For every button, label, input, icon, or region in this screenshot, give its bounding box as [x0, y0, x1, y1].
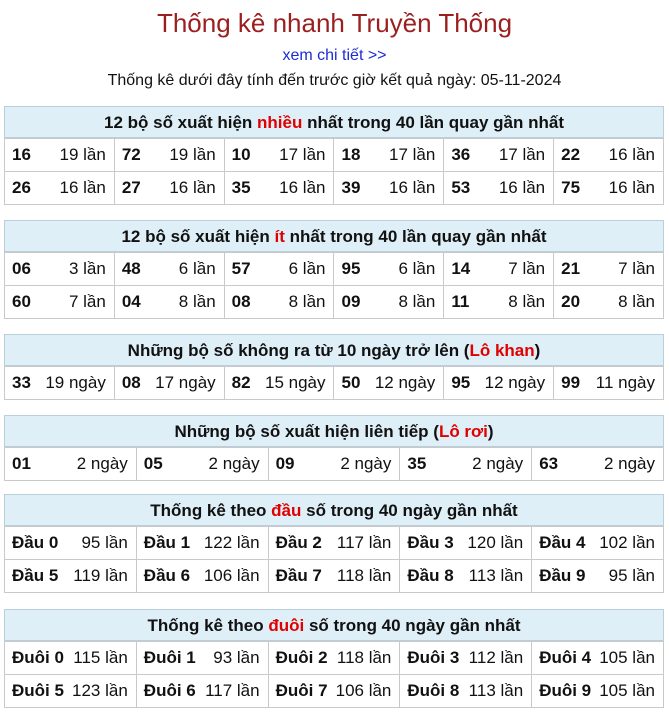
stat-key: 75: [561, 178, 581, 197]
stat-key: 18: [341, 145, 361, 164]
stat-cell: [268, 527, 400, 560]
stat-cell: [554, 286, 664, 319]
stat-key: Đầu 2: [275, 533, 322, 552]
stat-key: Đầu 5: [12, 566, 59, 585]
heading-text: số trong 40 ngày gần nhất: [301, 501, 518, 520]
stat-count: 120 lần: [467, 533, 524, 552]
stat-cell: [5, 527, 137, 560]
section-lo-khan: [4, 334, 664, 400]
stat-key: Đầu 9: [539, 566, 586, 585]
stat-count: 8 lần: [618, 292, 655, 311]
stat-count: 17 lần: [388, 145, 436, 164]
stat-key: Đuôi 2: [275, 648, 328, 667]
stat-cell: [400, 527, 532, 560]
stat-count: 2 ngày: [472, 454, 524, 473]
stat-key: Đầu 3: [407, 533, 454, 552]
stat-count: 105 lần: [599, 648, 655, 667]
details-link[interactable]: xem chi tiết >>: [282, 47, 387, 64]
stat-key: 01: [12, 454, 31, 473]
stat-count: 112 lần: [468, 648, 524, 667]
stat-count: 106 lần: [335, 681, 392, 700]
heading-highlight: đuôi: [268, 616, 305, 635]
stat-cell: [136, 560, 268, 593]
stat-key: 57: [231, 259, 251, 278]
stat-key: 09: [275, 454, 295, 473]
stat-cell: [532, 642, 664, 675]
stat-count: 2 ngày: [208, 454, 260, 473]
stat-key: 14: [451, 259, 471, 278]
stat-count: 123 lần: [72, 681, 128, 700]
stat-cell: [5, 139, 115, 172]
stats-table: [4, 447, 664, 481]
stat-cell: [5, 642, 137, 675]
stat-key: 10: [231, 145, 251, 164]
stat-count: 7 lần: [508, 259, 546, 278]
stat-cell: [334, 139, 444, 172]
stats-table: [4, 641, 664, 708]
stat-cell: [136, 675, 268, 708]
stat-count: 117 lần: [336, 533, 392, 552]
stat-key: 09: [341, 292, 361, 311]
stat-count: 16 lần: [59, 178, 106, 197]
table-row: [5, 642, 664, 675]
stat-count: 7 lần: [68, 292, 106, 311]
stat-cell: [268, 675, 400, 708]
stat-key: 95: [451, 373, 471, 392]
stats-table: [4, 138, 664, 205]
stat-key: 33: [12, 373, 31, 392]
stat-cell: [554, 139, 664, 172]
stat-cell: [400, 448, 532, 481]
stat-cell: [224, 172, 334, 205]
heading-text: nhất trong 40 lần quay gần nhất: [284, 227, 547, 246]
stat-cell: [532, 527, 664, 560]
stat-cell: [554, 172, 664, 205]
stat-count: 102 lần: [599, 533, 655, 552]
stat-key: 99: [561, 373, 581, 392]
stat-key: Đầu 6: [143, 566, 191, 585]
stat-key: 82: [231, 373, 251, 392]
stat-cell: [224, 367, 334, 400]
stat-key: Đuôi 7: [275, 681, 328, 700]
stat-key: Đuôi 9: [539, 681, 592, 700]
stat-key: 04: [121, 292, 141, 311]
stat-count: 115 lần: [73, 648, 128, 667]
stat-cell: [444, 286, 554, 319]
stat-count: 122 lần: [203, 533, 260, 552]
stat-count: 2 ngày: [76, 454, 128, 473]
stat-cell: [444, 172, 554, 205]
stat-cell: [334, 253, 444, 286]
stat-key: Đuôi 6: [143, 681, 196, 700]
stat-cell: [532, 675, 664, 708]
heading-text: số trong 40 ngày gần nhất: [304, 616, 521, 635]
stat-cell: [136, 448, 268, 481]
stat-key: Đầu 0: [12, 533, 59, 552]
stat-key: Đuôi 3: [407, 648, 460, 667]
stat-cell: [5, 675, 137, 708]
section-dau-stats: [4, 494, 664, 593]
stat-key: 36: [451, 145, 471, 164]
stat-cell: [5, 172, 115, 205]
stat-key: Đuôi 4: [539, 648, 592, 667]
table-row: [5, 675, 664, 708]
stat-cell: [5, 286, 115, 319]
stat-cell: [268, 642, 400, 675]
stat-count: 105 lần: [599, 681, 655, 700]
stat-key: Đầu 4: [539, 533, 586, 552]
stat-cell: [5, 253, 115, 286]
section-heading: [4, 106, 664, 138]
heading-highlight: ít: [274, 227, 285, 246]
stat-key: 08: [231, 292, 251, 311]
stat-cell: [554, 253, 664, 286]
stat-count: 11 ngày: [595, 373, 655, 392]
heading-text: Những bộ số xuất hiện liên tiếp (: [174, 422, 439, 441]
stat-count: 19 lần: [169, 145, 216, 164]
stat-count: 118 lần: [336, 648, 392, 667]
stat-cell: [532, 448, 664, 481]
stat-count: 95 lần: [608, 566, 655, 585]
stat-key: 11: [451, 292, 470, 311]
stat-cell: [224, 139, 334, 172]
stat-cell: [114, 172, 224, 205]
table-row: [5, 139, 664, 172]
stat-key: 48: [121, 259, 141, 278]
stat-count: 16 lần: [388, 178, 436, 197]
stat-count: 15 ngày: [264, 373, 326, 392]
heading-highlight: đầu: [271, 501, 302, 520]
stat-key: 72: [121, 145, 141, 164]
stat-count: 95 lần: [81, 533, 128, 552]
stat-cell: [554, 367, 664, 400]
table-row: [5, 560, 664, 593]
stat-key: Đuôi 8: [407, 681, 460, 700]
stat-count: 19 ngày: [45, 373, 106, 392]
stat-cell: [114, 367, 224, 400]
stats-table: [4, 366, 664, 400]
stat-key: 53: [451, 178, 471, 197]
stat-cell: [5, 367, 115, 400]
stat-key: 27: [121, 178, 141, 197]
stat-key: 39: [341, 178, 361, 197]
stat-count: 7 lần: [618, 259, 655, 278]
stat-cell: [334, 172, 444, 205]
stat-cell: [444, 139, 554, 172]
stat-cell: [5, 448, 137, 481]
stat-key: 21: [561, 259, 581, 278]
heading-text: Thống kê theo: [147, 616, 269, 635]
stats-table: [4, 252, 664, 319]
stat-cell: [400, 675, 532, 708]
stat-key: 95: [341, 259, 361, 278]
stat-key: Đầu 1: [143, 533, 191, 552]
stat-key: 06: [12, 259, 31, 278]
heading-highlight: nhiều: [257, 113, 303, 132]
heading-text: ): [487, 422, 494, 441]
section-heading: [4, 494, 664, 526]
stat-cell: [444, 253, 554, 286]
table-row: [5, 448, 664, 481]
stat-count: 8 lần: [288, 292, 326, 311]
stat-count: 12 ngày: [484, 373, 546, 392]
heading-text: Thống kê theo: [150, 501, 272, 520]
stat-count: 106 lần: [203, 566, 260, 585]
heading-text: 12 bộ số xuất hiện: [103, 113, 258, 132]
table-row: [5, 286, 664, 319]
page-title: Thống kê nhanh Truyền Thống: [156, 8, 513, 38]
stat-cell: [444, 367, 554, 400]
stat-count: 19 lần: [59, 145, 106, 164]
stat-key: 05: [143, 454, 163, 473]
stat-cell: [334, 286, 444, 319]
page-header: [0, 0, 669, 91]
stat-count: 2 ngày: [603, 454, 655, 473]
section-heading: [4, 334, 664, 366]
stat-count: 2 ngày: [340, 454, 392, 473]
stat-count: 16 lần: [608, 178, 655, 197]
stat-key: 63: [539, 454, 559, 473]
stat-cell: [136, 642, 268, 675]
stat-key: 50: [341, 373, 361, 392]
table-row: [5, 527, 664, 560]
section-least-frequent: [4, 220, 664, 319]
stat-count: 6 lần: [178, 259, 216, 278]
section-heading: [4, 609, 664, 641]
stat-cell: [114, 253, 224, 286]
page-subtitle: Thống kê dưới đây tính đến trước giờ kết quả ngày: 05-11-2024: [107, 72, 562, 89]
stat-count: 6 lần: [398, 259, 436, 278]
section-heading: [4, 220, 664, 252]
stat-key: Đầu 7: [275, 566, 322, 585]
stat-cell: [268, 448, 400, 481]
stat-count: 16 lần: [608, 145, 655, 164]
heading-text: ): [534, 341, 541, 360]
stat-count: 6 lần: [288, 259, 326, 278]
stat-key: 60: [12, 292, 31, 311]
stat-count: 17 ngày: [155, 373, 216, 392]
stat-cell: [400, 560, 532, 593]
stat-count: 17 lần: [498, 145, 546, 164]
stat-key: 08: [121, 373, 141, 392]
stat-count: 117 lần: [205, 681, 260, 700]
stat-key: Đuôi 0: [12, 648, 64, 667]
stats-table: [4, 526, 664, 593]
stat-count: 17 lần: [279, 145, 326, 164]
stat-count: 8 lần: [178, 292, 216, 311]
section-lo-roi: [4, 415, 664, 481]
stat-cell: [268, 560, 400, 593]
stat-cell: [5, 560, 137, 593]
stat-cell: [400, 642, 532, 675]
stat-key: 16: [12, 145, 31, 164]
stat-key: 35: [231, 178, 251, 197]
heading-text: nhất trong 40 lần quay gần nhất: [302, 113, 565, 132]
stat-count: 3 lần: [68, 259, 106, 278]
stat-count: 12 ngày: [374, 373, 436, 392]
stat-cell: [532, 560, 664, 593]
stat-cell: [224, 253, 334, 286]
stat-key: 26: [12, 178, 31, 197]
heading-text: Những bộ số không ra từ 10 ngày trở lên (: [127, 341, 470, 360]
stat-key: 22: [561, 145, 581, 164]
stat-count: 16 lần: [279, 178, 326, 197]
stat-key: 35: [407, 454, 427, 473]
stat-cell: [114, 286, 224, 319]
stat-count: 113 lần: [468, 566, 524, 585]
section-heading: [4, 415, 664, 447]
section-duoi-stats: [4, 609, 664, 708]
heading-highlight: Lô khan: [469, 341, 535, 360]
stat-key: Đuôi 5: [12, 681, 64, 700]
stat-cell: [224, 286, 334, 319]
stat-count: 118 lần: [336, 566, 392, 585]
table-row: [5, 367, 664, 400]
stat-count: 113 lần: [468, 681, 524, 700]
stat-cell: [334, 367, 444, 400]
stat-key: Đuôi 1: [143, 648, 196, 667]
heading-highlight: Lô rơi: [438, 422, 488, 441]
section-most-frequent: [4, 106, 664, 205]
stat-count: 8 lần: [398, 292, 436, 311]
stat-count: 8 lần: [508, 292, 546, 311]
stat-cell: [114, 139, 224, 172]
stat-cell: [136, 527, 268, 560]
table-row: [5, 172, 664, 205]
stat-count: 16 lần: [498, 178, 546, 197]
table-row: [5, 253, 664, 286]
stat-count: 93 lần: [213, 648, 260, 667]
stat-key: 20: [561, 292, 581, 311]
stat-key: Đầu 8: [407, 566, 454, 585]
stat-count: 16 lần: [169, 178, 216, 197]
heading-text: 12 bộ số xuất hiện: [121, 227, 275, 246]
stat-count: 119 lần: [73, 566, 128, 585]
